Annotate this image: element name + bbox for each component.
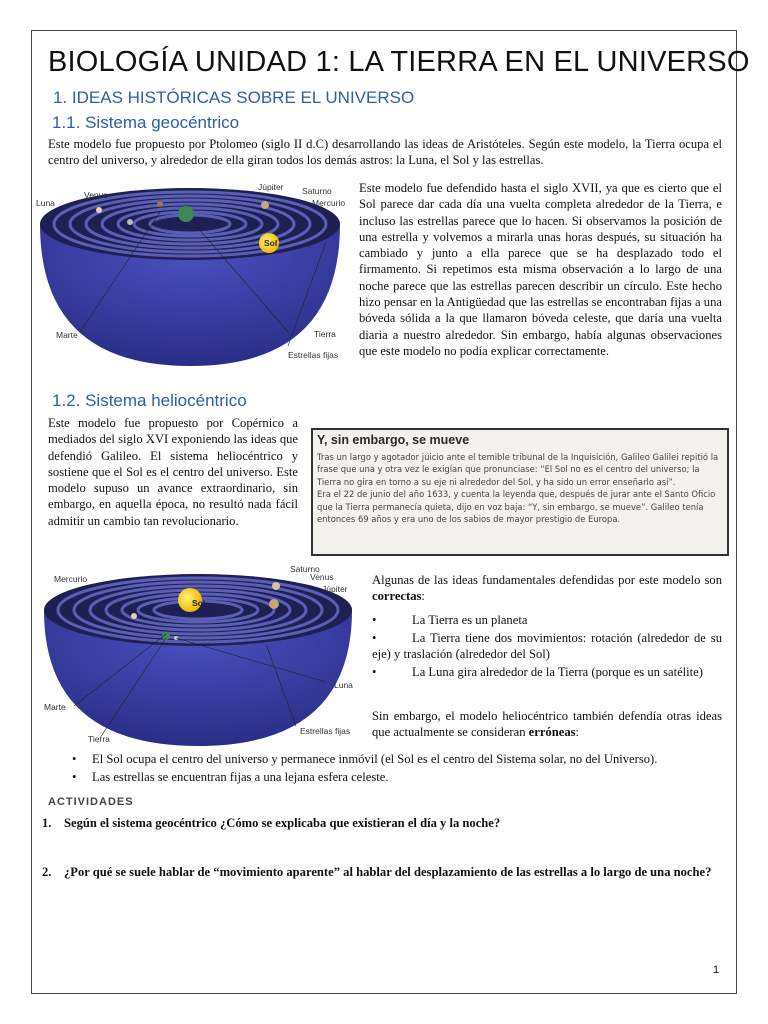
question-1 bbox=[42, 815, 732, 831]
bullet-icon: • bbox=[72, 752, 77, 766]
label-saturno: Saturno bbox=[290, 564, 320, 574]
wrong-item bbox=[72, 751, 732, 767]
label-jupiter: Júpiter bbox=[258, 182, 284, 192]
bullet-icon: • bbox=[372, 613, 377, 627]
label-mercurio: Mercurio bbox=[312, 198, 346, 208]
geocentric-model-figure bbox=[36, 182, 354, 368]
correct-item-text: La Tierra es un planeta bbox=[412, 613, 528, 627]
geocentric-intro: Este modelo fue propuesto por Ptolomeo (siglo II d.C) desarrollando las ideas de Aristóteles. Según este modelo, la Tierra ocupa el centro del universo, y alrededor de ella giran todos los demás astros: la Luna, el Sol y las estrellas. bbox=[48, 137, 722, 168]
section-heading-1: 1. IDEAS HISTÓRICAS SOBRE EL UNIVERSO bbox=[53, 88, 415, 107]
question-text: Según el sistema geocéntrico ¿Cómo se explicaba que existieran el día y la noche? bbox=[64, 816, 501, 830]
label-sol: Sol bbox=[264, 238, 278, 248]
colon: : bbox=[575, 725, 580, 740]
heliocentric-paragraph: Este modelo fue propuesto por Copérnico a mediados del siglo XVI exponiendo las ideas que defendió Galileo. El sistema heliocéntrico y sostiene que el Sol es el centro del universo. Este modelo supuso un avance extraordinario, sin embargo, en aquella época, no resultó nada fácil admitir un cambio tan revolucionario. bbox=[48, 416, 298, 528]
bullet-icon: • bbox=[372, 631, 377, 645]
section-heading-1-2: 1.2. Sistema heliocéntrico bbox=[52, 391, 247, 410]
heliocentric-model-figure bbox=[36, 564, 370, 750]
label-jupiter: Júpiter bbox=[322, 584, 348, 594]
correct-item bbox=[372, 612, 722, 628]
correct-item-text: La Luna gira alrededor de la Tierra (porque es un satélite) bbox=[412, 665, 703, 679]
wrong-item-text: Las estrellas se encuentran fijas a una lejana esfera celeste. bbox=[92, 770, 389, 784]
label-saturno: Saturno bbox=[302, 186, 332, 196]
label-mercurio: Mercurio bbox=[54, 574, 88, 584]
colon: : bbox=[421, 589, 425, 604]
page-number: 1 bbox=[713, 964, 720, 976]
label-sol: Sol bbox=[192, 598, 206, 608]
correct-word: correctas bbox=[372, 589, 422, 604]
label-tierra: Tierra bbox=[314, 329, 336, 339]
galileo-box-p1: Tras un largo y agotador juicio ante el temible tribunal de la Inquisición, Galileo Galilei repitió la frase que una y otra vez le exigían que pronunciase: “El Sol no es el centro del universo; la Tierra no gira en torno a su eje ni alrededor del Sol, y ha sido un error enseñarlo así”. bbox=[317, 452, 719, 487]
label-venus: Venus bbox=[84, 190, 108, 200]
wrong-item bbox=[72, 769, 732, 785]
venus-icon bbox=[96, 207, 102, 213]
correct-intro-text: Algunas de las ideas fundamentales defendidas por este modelo son bbox=[372, 573, 722, 587]
moon-icon bbox=[127, 219, 133, 225]
correct-item bbox=[372, 664, 722, 680]
correct-item bbox=[372, 630, 722, 663]
question-2 bbox=[42, 864, 722, 880]
mercury-icon bbox=[131, 613, 137, 619]
wrong-item-text: El Sol ocupa el centro del universo y permanece inmóvil (el Sol es el centro del Sistema solar, no del Universo). bbox=[92, 752, 658, 766]
label-estrellas: Estrellas fijas bbox=[300, 726, 351, 736]
activities-heading: ACTIVIDADES bbox=[48, 796, 134, 808]
galileo-box-p2: Era el 22 de junio del año 1633, y cuenta la leyenda que, después de jurar ante el Santo Oficio que la Tierra permanecía quieta, dijo en voz baja: “Y, sin embargo, se mueve”. Galileo tenía entonces 69 años y era uno de los sabios de mayor prestigio de Europa. bbox=[317, 489, 716, 525]
label-estrellas: Estrellas fijas bbox=[288, 350, 339, 360]
question-text: ¿Por qué se suele hablar de “movimiento aparente” al hablar del desplazamiento de las estrellas a lo largo de una noche? bbox=[64, 865, 712, 879]
wrong-intro-text: Sin embargo, el modelo heliocéntrico también defendía otras ideas que actualmente se consideran bbox=[372, 709, 722, 740]
label-marte: Marte bbox=[56, 330, 78, 340]
earth-icon bbox=[178, 206, 194, 222]
jupiter-icon bbox=[269, 599, 279, 609]
label-tierra: Tierra bbox=[88, 734, 110, 744]
document-title: BIOLOGÍA UNIDAD 1: LA TIERRA EN EL UNIVERSO bbox=[48, 46, 750, 78]
bullet-icon: • bbox=[72, 770, 77, 784]
geocentric-paragraph: Este modelo fue defendido hasta el siglo XVII, ya que es cierto que el Sol parece dar cada día una vuelta completa alrededor de la Tierra, e incluso las estrellas parece que lo hacen. Si observamos la posición de una estrella y volvemos a mirarla unas horas después, su situación ha cambiado y junto a ella parece que se ha desplazado todo el firmamento. Si repetimos esta misma observación a lo largo de una noche parece que las estrellas parecen describir un círculo. Este hecho hizo pensar en la Antigüedad que las estrellas se encontraban fijas a una bóveda sólida a la que llamaron bóveda celeste, que daría una vuelta diaria a nuestro alrededor. Sin embargo, había algunas observaciones que este modelo no podía explicar correctamente. bbox=[359, 181, 722, 358]
galileo-box-title: Y, sin embargo, se mueve bbox=[317, 433, 470, 447]
section-heading-1-1: 1.1. Sistema geocéntrico bbox=[52, 113, 240, 132]
wrong-ideas-intro bbox=[372, 708, 722, 741]
label-luna: Luna bbox=[334, 680, 353, 690]
correct-item-text: La Tierra tiene dos movimientos: rotación (alrededor de su eje) y traslación (alrededor del Sol) bbox=[372, 631, 722, 662]
jupiter-icon bbox=[261, 201, 269, 209]
label-venus: Venus bbox=[310, 572, 334, 582]
question-number: 2. bbox=[42, 865, 52, 879]
question-number: 1. bbox=[42, 816, 52, 830]
saturn-icon bbox=[272, 582, 280, 590]
wrong-word: erróneas bbox=[528, 725, 576, 740]
mars-icon bbox=[157, 201, 163, 207]
correct-ideas-intro bbox=[372, 572, 722, 605]
label-luna: Luna bbox=[36, 198, 55, 208]
label-marte: Marte bbox=[44, 702, 66, 712]
bullet-icon: • bbox=[372, 665, 377, 679]
galileo-box bbox=[311, 428, 729, 556]
